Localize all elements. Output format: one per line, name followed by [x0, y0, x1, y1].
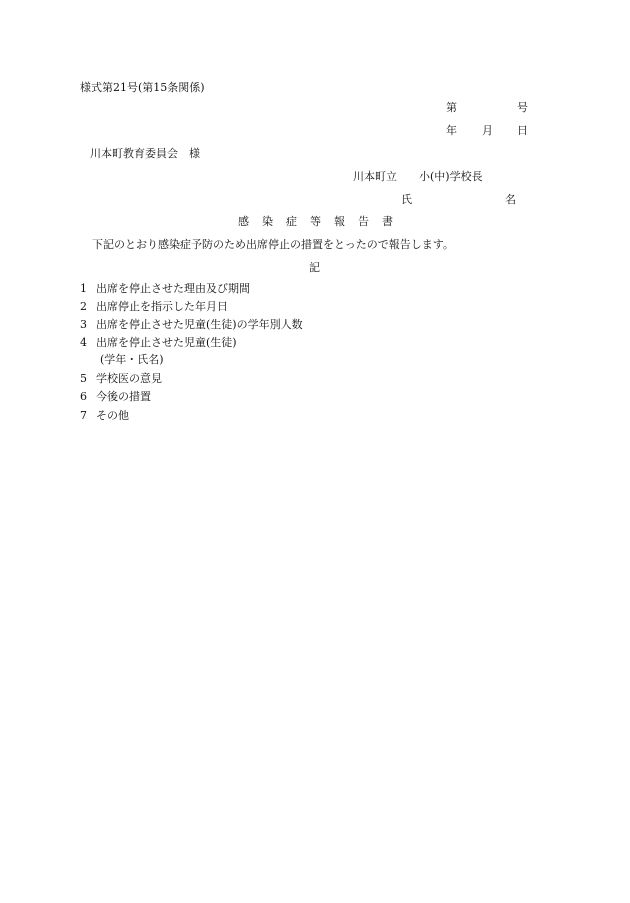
list-item-number: 4: [80, 336, 87, 349]
list-item-text: 今後の措置: [96, 390, 151, 403]
list-item-text: その他: [96, 409, 129, 422]
list-item-text: 出席を停止させた児童(生徒): [96, 336, 237, 349]
sender-school: 川本町立 小(中)学校長: [353, 170, 483, 183]
list-item-number: 7: [80, 409, 87, 422]
number-dai: 第: [446, 101, 457, 114]
list-item-text: 出席を停止させた児童(生徒)の学年別人数: [96, 318, 303, 331]
title-char: 等: [310, 215, 321, 228]
list-item-number: 1: [80, 282, 87, 295]
title-char: 症: [286, 215, 297, 228]
list-item-text: 学校医の意見: [96, 372, 162, 385]
number-gou: 号: [517, 101, 528, 114]
intro-text: 下記のとおり感染症予防のため出席停止の措置をとったので報告します。: [92, 238, 454, 251]
ki-heading: 記: [309, 261, 320, 274]
date-year: 年: [446, 124, 457, 137]
title-char: 書: [382, 215, 393, 228]
list-item-number: 3: [80, 318, 87, 331]
title-char: 染: [262, 215, 273, 228]
list-item-number: 6: [80, 390, 87, 403]
list-item-text: 出席を停止させた理由及び期間: [96, 282, 250, 295]
title-char: 感: [238, 215, 249, 228]
document-title: [238, 216, 406, 227]
list-item-text: 出席停止を指示した年月日: [96, 300, 228, 313]
recipient: 川本町教育委員会 様: [90, 147, 200, 160]
date-day: 日: [517, 124, 528, 137]
form-number: 様式第21号(第15条関係): [80, 81, 205, 94]
sender-name-shi: 氏: [401, 193, 412, 206]
list-item-number: 2: [80, 300, 87, 313]
list-item-subtext: (学年・氏名): [100, 353, 164, 366]
title-char: 報: [334, 215, 345, 228]
sender-name-mei: 名: [505, 193, 516, 206]
date-month: 月: [482, 124, 493, 137]
title-char: 告: [358, 215, 369, 228]
list-item-number: 5: [80, 372, 87, 385]
